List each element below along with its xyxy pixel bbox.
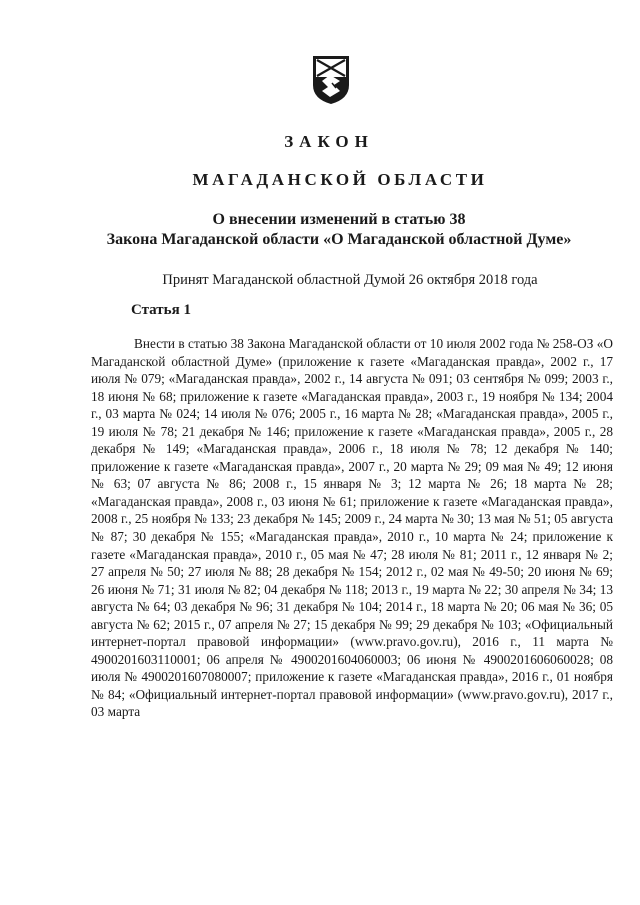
document-title: ЗАКОН (284, 132, 374, 151)
law-subject (0, 210, 640, 250)
article-body: Внести в статью 38 Закона Магаданской области от 10 июля 2002 года № 258-ОЗ «О Магаданской областной Думе» (приложение к газете «Магаданская правда», 2002 г., 17 июля № 079; «Магаданская правда», 2002 г., 14 августа № 091; 03 сентября № 099; 2003 г., 18 июня № 68; приложение к газете «Магаданская правда», 2003 г., 19 ноября № 134; 2004 г., 03 марта № 024; 14 июля № 076; 2005 г., 16 марта № 28; «Магаданская правда», 2005 г., 19 июля № 78; 21 декабря № 146; приложение к газете «Магаданская правда», 2005 г., 28 декабря № 149; «Магаданская правда», 2006 г., 18 июля № 78; 12 декабря № 140; приложение к газете «Магаданская правда», 2007 г., 20 марта № 29; 09 мая № 49; 12 июня № 63; 07 августа № 86; 2008 г., 15 января № 3; 12 марта № 26; 18 марта № 28; «Магаданская правда», 2008 г., 03 июня № 61; приложение к газете «Магаданская правда», 2008 г., 25 ноября № 133; 23 декабря № 145; 2009 г., 24 марта № 30; 13 мая № 51; 05 августа № 87; 30 декабря № 155; «Магаданская правда», 2010 г., 10 марта № 24; приложение к газете «Магаданская правда», 2010 г., 05 мая № 47; 28 июля № 81; 2011 г., 12 января № 2; 27 апреля № 50; 27 июля № 88; 28 декабря № 154; 2012 г., 02 мая № 49-50; 20 июня № 69; 26 июня № 71; 31 июля № 82; 04 декабря № 118; 2013 г., 19 марта № 22; 30 апреля № 34; 13 августа № 64; 03 декабря № 96; 31 декабря № 104; 2014 г., 18 марта № 20; 06 мая № 36; 05 августа № 62; 2015 г., 07 апреля № 27; 15 декабря № 99; 29 декабря № 103; «Официальный интернет-портал правовой информации» (www.pravo.gov.ru), 2016 г., 11 марта № 4900201603110001; 06 апреля № 4900201604060003; 06 июня № 4900201606060028; 08 июля № 4900201607080007; приложение к газете «Магаданская правда», 2016 г., 01 ноября № 84; «Официальный интернет-портал правовой информации» (www.pravo.gov.ru), 2017 г., 03 марта (91, 336, 613, 720)
article-heading: Статья 1 (131, 302, 191, 318)
subject-line-1: О внесении изменений в статью 38 (212, 211, 466, 228)
adoption-line: Принят Магаданской областной Думой 26 октября 2018 года (162, 272, 538, 288)
subject-line-2: Закона Магаданской области «О Магаданской областной Думе» (106, 231, 572, 248)
region-title: МАГАДАНСКОЙ ОБЛАСТИ (192, 170, 488, 189)
coat-of-arms-icon (312, 55, 350, 105)
